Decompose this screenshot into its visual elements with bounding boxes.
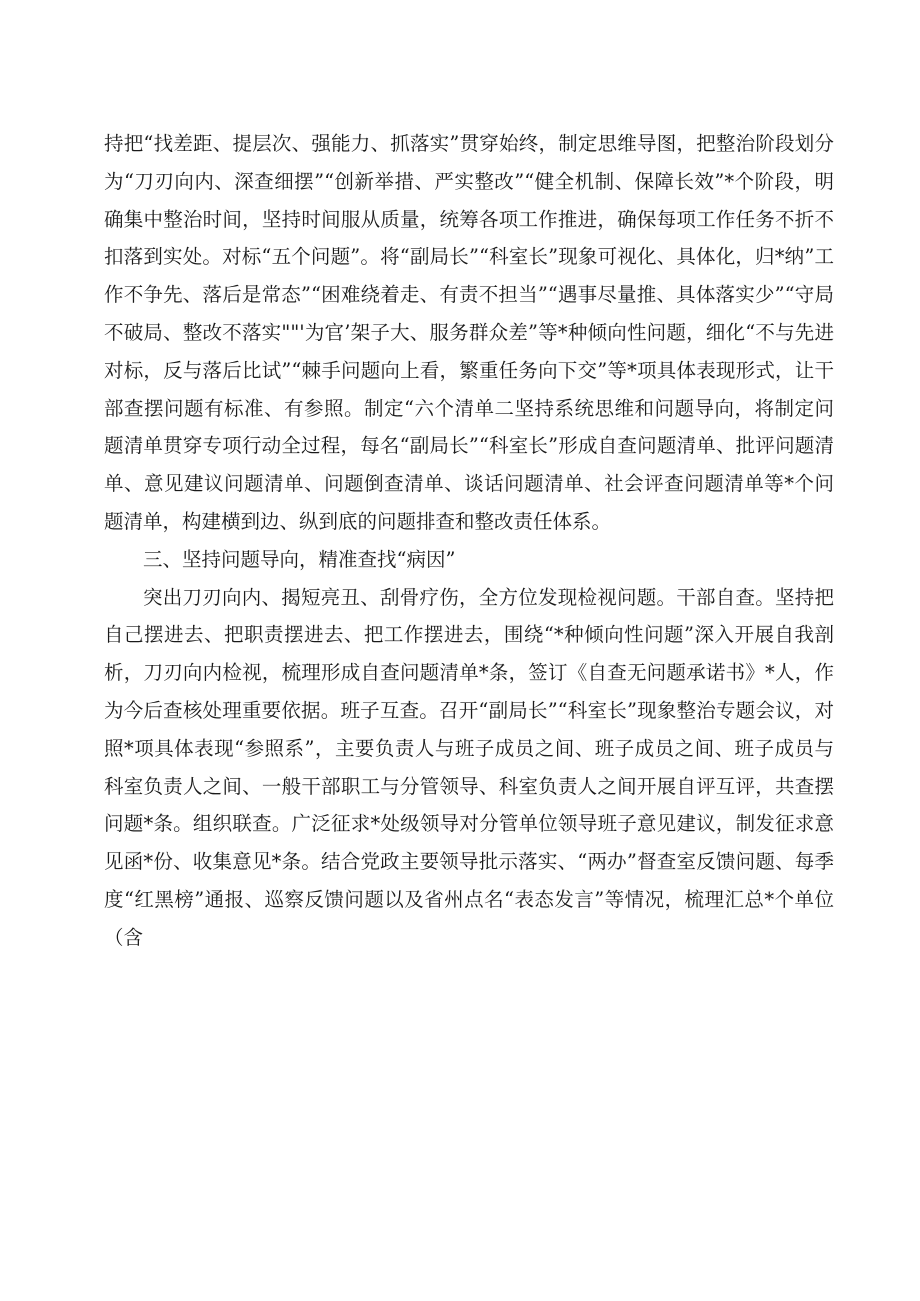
section-heading: 三、坚持问题导向，精准查找“病因” xyxy=(143,547,456,571)
paragraph: 突出刀刃向内、揭短亮丑、刮骨疗伤，全方位发现检视问题。干部自查。坚持把自己摆进去、把职责摆进去、把工作摆进去，围绕“*种倾向性问题”深入开展自我剖析，刀刃向内检视，梳理形成自查问题清单*条，签订《自查无问题承诺书》*人，作为今后查核处理重要依据。班子互查。召开“副局长”“科室长”现象整治专题会议，对照*项具体表现“参照系”，主要负责人与班子成员之间、班子成员之间、班子成员与科室负责人之间、一般干部职工与分管领导、科室负责人之间开展自评互评，共查摆问题*条。组织联查。广泛征求*处级领导对分管单位领导班子意见建议，制发征求意见函*份、收集意见*条。结合党政主要领导批示落实、“两办”督查室反馈问题、每季度“红黑榜”通报、巡察反馈问题以及省州点名“表态发言”等情况，梳理汇总*个单位（含 xyxy=(104,585,834,949)
document-body xyxy=(104,125,834,957)
paragraph-continued: 持把“找差距、提层次、强能力、抓落实”贯穿始终，制定思维导图，把整治阶段划分为“刀刃向内、深查细摆”“创新举措、严实整改”“健全机制、保障长效”*个阶段，明确集中整治时间，坚持时间服从质量，统筹各项工作推进，确保每项工作任务不折不扣落到实处。对标“五个问题”。将“副局长”“科室长”现象可视化、具体化，归*纳”工作不争先、落后是常态”“困难绕着走、有责不担当”“遇事尽量推、具体落实少”“守局不破局、整改不落实""'为官’架子大、服务群众差”等*种倾向性问题，细化“不与先进对标，反与落后比试”“棘手问题向上看，繁重任务向下交”等*项具体表现形式，让干部查摆问题有标准、有参照。制定“六个清单二坚持系统思维和问题导向，将制定问题清单贯穿专项行动全过程，每名“副局长”“科室长”形成自查问题清单、批评问题清单、意见建议问题清单、问题倒查清单、谈话问题清单、社会评查问题清单等*个问题清单，构建横到边、纵到底的问题排查和整改责任体系。 xyxy=(104,132,834,533)
